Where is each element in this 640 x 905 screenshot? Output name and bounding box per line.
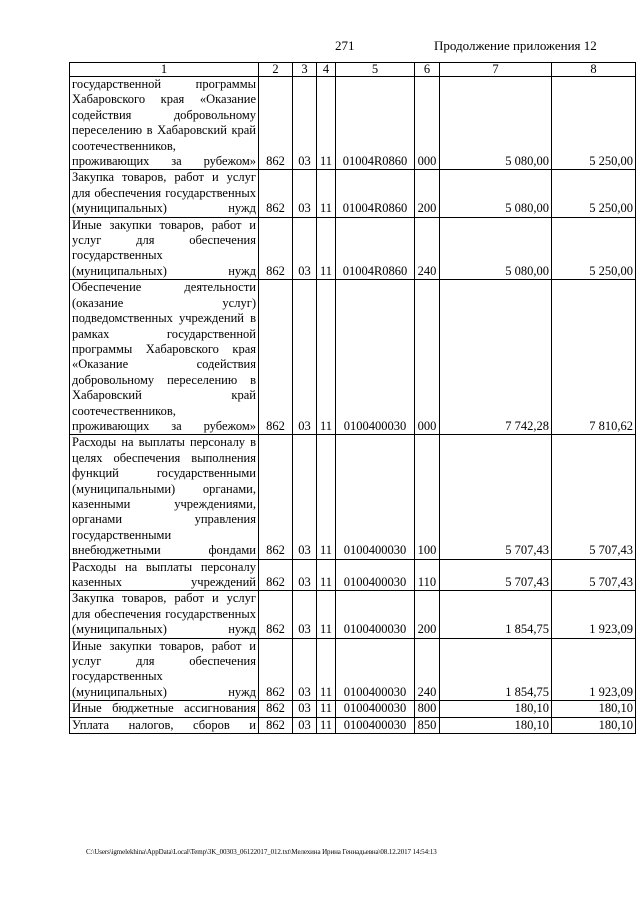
table-row — [70, 217, 636, 280]
ministry-code: 862 — [259, 701, 293, 717]
subsection-code: 11 — [317, 638, 336, 701]
section-code: 03 — [293, 280, 317, 435]
column-header: 8 — [552, 63, 636, 77]
section-code: 03 — [293, 170, 317, 217]
table-row — [70, 77, 636, 170]
row-description: Иные закупки товаров, работ и услуг для обеспечения государственных (муниципальных) нужд — [70, 217, 259, 280]
section-code: 03 — [293, 217, 317, 280]
ministry-code: 862 — [259, 280, 293, 435]
subsection-code: 11 — [317, 717, 336, 733]
row-description: Обеспечение деятельности (оказание услуг) подведомственных учреждений в рамках государственной программы Хабаровского края «Оказание содействия добровольному переселению в Хабаровский край соотечественников, проживающих за рубежом» — [70, 280, 259, 435]
amount-year-1: 5 080,00 — [440, 170, 552, 217]
amount-year-2: 5 707,43 — [552, 559, 636, 591]
subsection-code: 11 — [317, 435, 336, 559]
expense-type: 800 — [415, 701, 440, 717]
amount-year-1: 5 707,43 — [440, 435, 552, 559]
column-header: 3 — [293, 63, 317, 77]
expense-type: 110 — [415, 559, 440, 591]
amount-year-1: 5 707,43 — [440, 559, 552, 591]
section-code: 03 — [293, 591, 317, 638]
target-article: 01004R0860 — [336, 170, 415, 217]
column-header: 1 — [70, 63, 259, 77]
row-description: Расходы на выплаты персоналу в целях обеспечения выполнения функций государственными (муниципальными) органами, казенными учреждениями, органами управления государственными внебюджетными фондами — [70, 435, 259, 559]
subsection-code: 11 — [317, 559, 336, 591]
amount-year-1: 5 080,00 — [440, 217, 552, 280]
amount-year-1: 5 080,00 — [440, 77, 552, 170]
amount-year-2: 5 250,00 — [552, 77, 636, 170]
row-description: Уплата налогов, сборов и — [70, 717, 259, 733]
target-article: 01004R0860 — [336, 77, 415, 170]
amount-year-2: 180,10 — [552, 701, 636, 717]
budget-table — [69, 62, 636, 734]
amount-year-2: 7 810,62 — [552, 280, 636, 435]
amount-year-1: 180,10 — [440, 717, 552, 733]
table-row — [70, 717, 636, 733]
expense-type: 240 — [415, 638, 440, 701]
column-header-row — [70, 63, 636, 77]
subsection-code: 11 — [317, 280, 336, 435]
target-article: 0100400030 — [336, 435, 415, 559]
ministry-code: 862 — [259, 591, 293, 638]
table-row — [70, 701, 636, 717]
ministry-code: 862 — [259, 77, 293, 170]
subsection-code: 11 — [317, 77, 336, 170]
row-description: Расходы на выплаты персоналу казенных учреждений — [70, 559, 259, 591]
section-code: 03 — [293, 77, 317, 170]
target-article: 0100400030 — [336, 701, 415, 717]
amount-year-2: 1 923,09 — [552, 638, 636, 701]
amount-year-1: 180,10 — [440, 701, 552, 717]
column-header: 7 — [440, 63, 552, 77]
section-code: 03 — [293, 559, 317, 591]
row-description: Закупка товаров, работ и услуг для обеспечения государственных (муниципальных) нужд — [70, 591, 259, 638]
target-article: 0100400030 — [336, 717, 415, 733]
expense-type: 200 — [415, 591, 440, 638]
column-header: 6 — [415, 63, 440, 77]
expense-type: 100 — [415, 435, 440, 559]
target-article: 0100400030 — [336, 638, 415, 701]
target-article: 01004R0860 — [336, 217, 415, 280]
table-row — [70, 591, 636, 638]
section-code: 03 — [293, 717, 317, 733]
amount-year-1: 7 742,28 — [440, 280, 552, 435]
row-description: Иные закупки товаров, работ и услуг для обеспечения государственных (муниципальных) нужд — [70, 638, 259, 701]
ministry-code: 862 — [259, 717, 293, 733]
target-article: 0100400030 — [336, 559, 415, 591]
target-article: 0100400030 — [336, 280, 415, 435]
amount-year-2: 180,10 — [552, 717, 636, 733]
page-number: 271 — [335, 38, 355, 53]
target-article: 0100400030 — [336, 591, 415, 638]
amount-year-2: 5 250,00 — [552, 170, 636, 217]
subsection-code: 11 — [317, 591, 336, 638]
expense-type: 000 — [415, 77, 440, 170]
expense-type: 200 — [415, 170, 440, 217]
section-code: 03 — [293, 435, 317, 559]
ministry-code: 862 — [259, 638, 293, 701]
expense-type: 000 — [415, 280, 440, 435]
table-row — [70, 435, 636, 559]
amount-year-2: 5 250,00 — [552, 217, 636, 280]
expense-type: 240 — [415, 217, 440, 280]
ministry-code: 862 — [259, 217, 293, 280]
column-header: 4 — [317, 63, 336, 77]
table-row — [70, 559, 636, 591]
amount-year-2: 5 707,43 — [552, 435, 636, 559]
row-description: Иные бюджетные ассигнования — [70, 701, 259, 717]
amount-year-2: 1 923,09 — [552, 591, 636, 638]
table-row — [70, 638, 636, 701]
amount-year-1: 1 854,75 — [440, 591, 552, 638]
continuation-label: Продолжение приложения 12 — [434, 38, 597, 53]
footer-file-path: C:\Users\igmelekhina\AppData\Local\Temp\3K_00303_06122017_012.txt\Мелехина Ирина Геннадьевна\08.12.2017 14:54:13 — [86, 848, 437, 856]
subsection-code: 11 — [317, 170, 336, 217]
table-row — [70, 280, 636, 435]
section-code: 03 — [293, 638, 317, 701]
column-header: 2 — [259, 63, 293, 77]
ministry-code: 862 — [259, 559, 293, 591]
expense-type: 850 — [415, 717, 440, 733]
table-row — [70, 170, 636, 217]
section-code: 03 — [293, 701, 317, 717]
subsection-code: 11 — [317, 701, 336, 717]
row-description: государственной программы Хабаровского края «Оказание содействия добровольному переселению в Хабаровский край соотечественников, проживающих за рубежом» — [70, 77, 259, 170]
column-header: 5 — [336, 63, 415, 77]
subsection-code: 11 — [317, 217, 336, 280]
row-description: Закупка товаров, работ и услуг для обеспечения государственных (муниципальных) нужд — [70, 170, 259, 217]
amount-year-1: 1 854,75 — [440, 638, 552, 701]
ministry-code: 862 — [259, 170, 293, 217]
ministry-code: 862 — [259, 435, 293, 559]
